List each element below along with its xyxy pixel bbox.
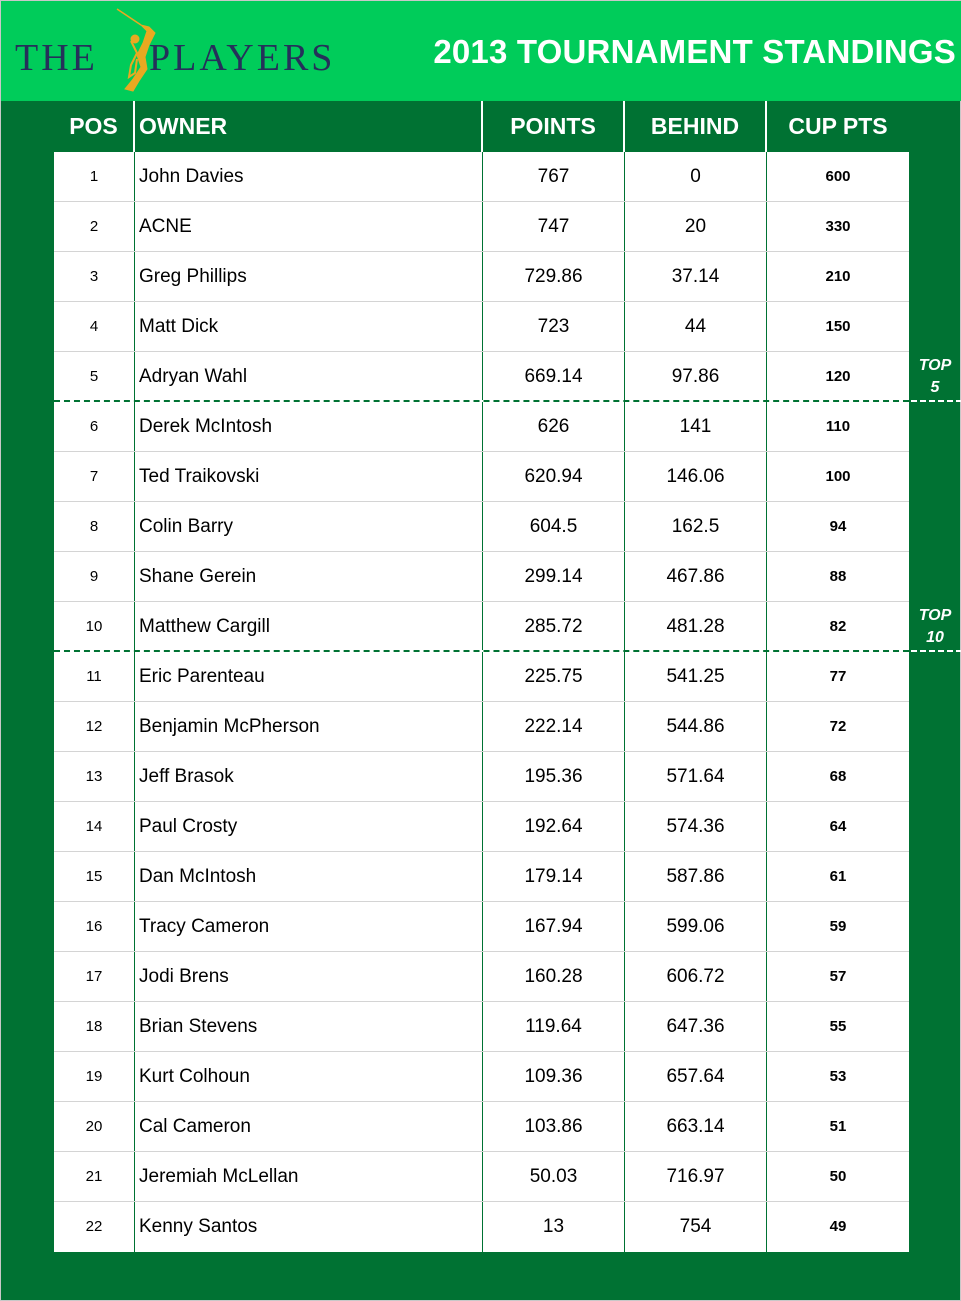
pos-cell: 22 (54, 1202, 135, 1252)
points-cell: 729.86 (483, 252, 625, 301)
table-row (54, 852, 909, 902)
pos-cell: 9 (54, 552, 135, 601)
owner-cell: Matthew Cargill (135, 602, 483, 650)
table-header (54, 101, 909, 152)
points-cell: 723 (483, 302, 625, 351)
column-header-cup-pts: CUP PTS (788, 113, 888, 139)
cup-pts-cell: 88 (829, 568, 847, 585)
table-row (54, 1002, 909, 1052)
top-10-marker (911, 605, 959, 649)
owner-cell: Matt Dick (135, 302, 483, 351)
table-row (54, 1202, 909, 1252)
pos-cell: 20 (54, 1102, 135, 1151)
owner-cell: Jeff Brasok (135, 752, 483, 801)
behind-cell: 146.06 (625, 452, 767, 501)
owner-cell: Kenny Santos (135, 1202, 483, 1252)
table-row (54, 602, 909, 652)
table-row (54, 352, 909, 402)
table-row (54, 952, 909, 1002)
column-header-pos: POS (54, 101, 135, 152)
points-cell: 103.86 (483, 1102, 625, 1151)
behind-cell: 20 (625, 202, 767, 251)
pos-cell: 7 (54, 452, 135, 501)
cup-pts-cell: 94 (829, 518, 847, 535)
pos-cell: 2 (54, 202, 135, 251)
behind-cell: 716.97 (625, 1152, 767, 1201)
pos-cell: 21 (54, 1152, 135, 1201)
behind-cell: 97.86 (625, 352, 767, 400)
table-row (54, 1102, 909, 1152)
points-cell: 747 (483, 202, 625, 251)
behind-cell: 587.86 (625, 852, 767, 901)
marker-label: 10 (926, 629, 944, 646)
behind-cell: 754 (625, 1202, 767, 1252)
points-cell: 626 (483, 402, 625, 451)
pos-cell: 15 (54, 852, 135, 901)
pos-cell: 3 (54, 252, 135, 301)
owner-cell: Benjamin McPherson (135, 702, 483, 751)
points-cell: 119.64 (483, 1002, 625, 1051)
table-row (54, 652, 909, 702)
table-row (54, 202, 909, 252)
table-row (54, 502, 909, 552)
pos-cell: 14 (54, 802, 135, 851)
svg-text:THE: THE (15, 37, 98, 79)
behind-cell: 467.86 (625, 552, 767, 601)
behind-cell: 606.72 (625, 952, 767, 1001)
pos-cell: 17 (54, 952, 135, 1001)
cup-pts-cell: 82 (829, 618, 847, 635)
pos-cell: 6 (54, 402, 135, 451)
owner-cell: Eric Parenteau (135, 652, 483, 701)
owner-cell: Colin Barry (135, 502, 483, 551)
cup-pts-cell: 77 (829, 668, 847, 685)
header-banner (1, 1, 961, 101)
top-5-marker (911, 355, 959, 399)
cup-pts-cell: 100 (825, 468, 851, 485)
owner-cell: ACNE (135, 202, 483, 251)
points-cell: 669.14 (483, 352, 625, 400)
pos-cell: 16 (54, 902, 135, 951)
behind-cell: 571.64 (625, 752, 767, 801)
owner-cell: Cal Cameron (135, 1102, 483, 1151)
behind-cell: 663.14 (625, 1102, 767, 1151)
points-cell: 160.28 (483, 952, 625, 1001)
table-row (54, 152, 909, 202)
points-cell: 604.5 (483, 502, 625, 551)
behind-cell: 599.06 (625, 902, 767, 951)
points-cell: 50.03 (483, 1152, 625, 1201)
behind-cell: 37.14 (625, 252, 767, 301)
table-row (54, 802, 909, 852)
points-cell: 767 (483, 152, 625, 201)
cup-pts-cell: 110 (825, 418, 851, 435)
marker-label: TOP (918, 607, 952, 624)
table-row (54, 702, 909, 752)
cup-pts-cell: 61 (829, 868, 847, 885)
pos-cell: 5 (54, 352, 135, 400)
behind-cell: 544.86 (625, 702, 767, 751)
behind-cell: 162.5 (625, 502, 767, 551)
owner-cell: Ted Traikovski (135, 452, 483, 501)
owner-cell: Adryan Wahl (135, 352, 483, 400)
cup-pts-cell: 210 (825, 268, 851, 285)
cup-pts-cell: 68 (829, 768, 847, 785)
points-cell: 620.94 (483, 452, 625, 501)
owner-cell: Greg Phillips (135, 252, 483, 301)
points-cell: 299.14 (483, 552, 625, 601)
behind-cell: 541.25 (625, 652, 767, 701)
behind-cell: 647.36 (625, 1002, 767, 1051)
points-cell: 225.75 (483, 652, 625, 701)
behind-cell: 141 (625, 402, 767, 451)
owner-cell: Dan McIntosh (135, 852, 483, 901)
the-players-logo (15, 7, 345, 95)
points-cell: 109.36 (483, 1052, 625, 1101)
points-cell: 167.94 (483, 902, 625, 951)
cup-pts-cell: 72 (829, 718, 847, 735)
owner-cell: Derek McIntosh (135, 402, 483, 451)
cup-pts-cell: 64 (829, 818, 847, 835)
pos-cell: 19 (54, 1052, 135, 1101)
owner-cell: Kurt Colhoun (135, 1052, 483, 1101)
points-cell: 222.14 (483, 702, 625, 751)
marker-label: TOP (918, 357, 952, 374)
pos-cell: 11 (54, 652, 135, 701)
page-title: 2013 TOURNAMENT STANDINGS (433, 33, 956, 70)
cup-pts-cell: 57 (829, 968, 847, 985)
table-row (54, 1152, 909, 1202)
behind-cell: 44 (625, 302, 767, 351)
owner-cell: Paul Crosty (135, 802, 483, 851)
cup-pts-cell: 150 (825, 318, 851, 335)
cup-pts-cell: 51 (829, 1118, 847, 1135)
cup-pts-cell: 120 (825, 368, 851, 385)
owner-cell: Shane Gerein (135, 552, 483, 601)
pos-cell: 12 (54, 702, 135, 751)
cup-pts-cell: 53 (829, 1068, 847, 1085)
top-5-divider (911, 400, 961, 402)
marker-label: 5 (930, 379, 940, 396)
pos-cell: 1 (54, 152, 135, 201)
table-row (54, 302, 909, 352)
column-header-behind: BEHIND (625, 101, 767, 152)
svg-text:PLAYERS: PLAYERS (149, 37, 336, 79)
owner-cell: Brian Stevens (135, 1002, 483, 1051)
pos-cell: 8 (54, 502, 135, 551)
points-cell: 13 (483, 1202, 625, 1252)
points-cell: 195.36 (483, 752, 625, 801)
table-row (54, 452, 909, 502)
cup-pts-cell: 330 (825, 218, 851, 235)
table-row (54, 252, 909, 302)
pos-cell: 10 (54, 602, 135, 650)
table-row (54, 752, 909, 802)
behind-cell: 574.36 (625, 802, 767, 851)
pos-cell: 4 (54, 302, 135, 351)
cup-pts-cell: 59 (829, 918, 847, 935)
behind-cell: 481.28 (625, 602, 767, 650)
owner-cell: Jeremiah McLellan (135, 1152, 483, 1201)
table-row (54, 402, 909, 452)
cup-pts-cell: 55 (829, 1018, 847, 1035)
cup-pts-cell: 49 (829, 1218, 847, 1235)
owner-cell: Tracy Cameron (135, 902, 483, 951)
behind-cell: 0 (625, 152, 767, 201)
table-row (54, 1052, 909, 1102)
pos-cell: 18 (54, 1002, 135, 1051)
owner-cell: John Davies (135, 152, 483, 201)
table-row (54, 902, 909, 952)
top-10-divider (911, 650, 961, 652)
behind-cell: 657.64 (625, 1052, 767, 1101)
table-row (54, 552, 909, 602)
cup-pts-cell: 600 (825, 168, 851, 185)
standings-table (54, 152, 909, 1252)
pos-cell: 13 (54, 752, 135, 801)
points-cell: 179.14 (483, 852, 625, 901)
owner-cell: Jodi Brens (135, 952, 483, 1001)
column-header-owner: OWNER (135, 101, 483, 152)
cup-pts-cell: 50 (829, 1168, 847, 1185)
points-cell: 192.64 (483, 802, 625, 851)
points-cell: 285.72 (483, 602, 625, 650)
column-header-points: POINTS (483, 101, 625, 152)
